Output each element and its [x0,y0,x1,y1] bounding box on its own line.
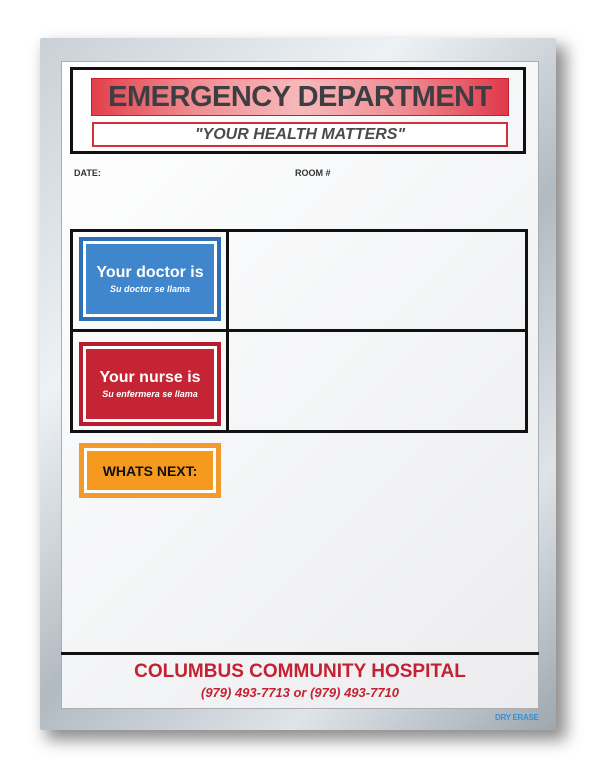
doctor-title: Your doctor is [96,264,204,281]
whats-next-card [79,443,221,498]
grid-divider-vertical [226,229,229,433]
doctor-subtitle: Su doctor se llama [109,284,191,294]
motto-banner [92,122,508,147]
doctor-card [79,237,221,321]
nurse-title: Your nurse is [99,369,201,386]
brand-logo: DRY ERASE [495,713,539,722]
whats-next-label: WHATS NEXT: [102,462,198,479]
department-title: EMERGENCY DEPARTMENT [108,80,492,113]
nurse-card [79,342,221,426]
room-label: ROOM # [295,168,331,178]
date-label: DATE: [74,168,101,178]
hospital-name: COLUMBUS COMMUNITY HOSPITAL [134,661,466,682]
title-banner [91,78,509,116]
footer [61,655,539,709]
motto-text: "YOUR HEALTH MATTERS" [194,125,406,143]
nurse-subtitle: Su enfermera se llama [102,389,198,399]
phone-numbers: (979) 493-7713 or (979) 493-7710 [200,685,400,700]
grid-divider-horizontal [70,329,528,332]
